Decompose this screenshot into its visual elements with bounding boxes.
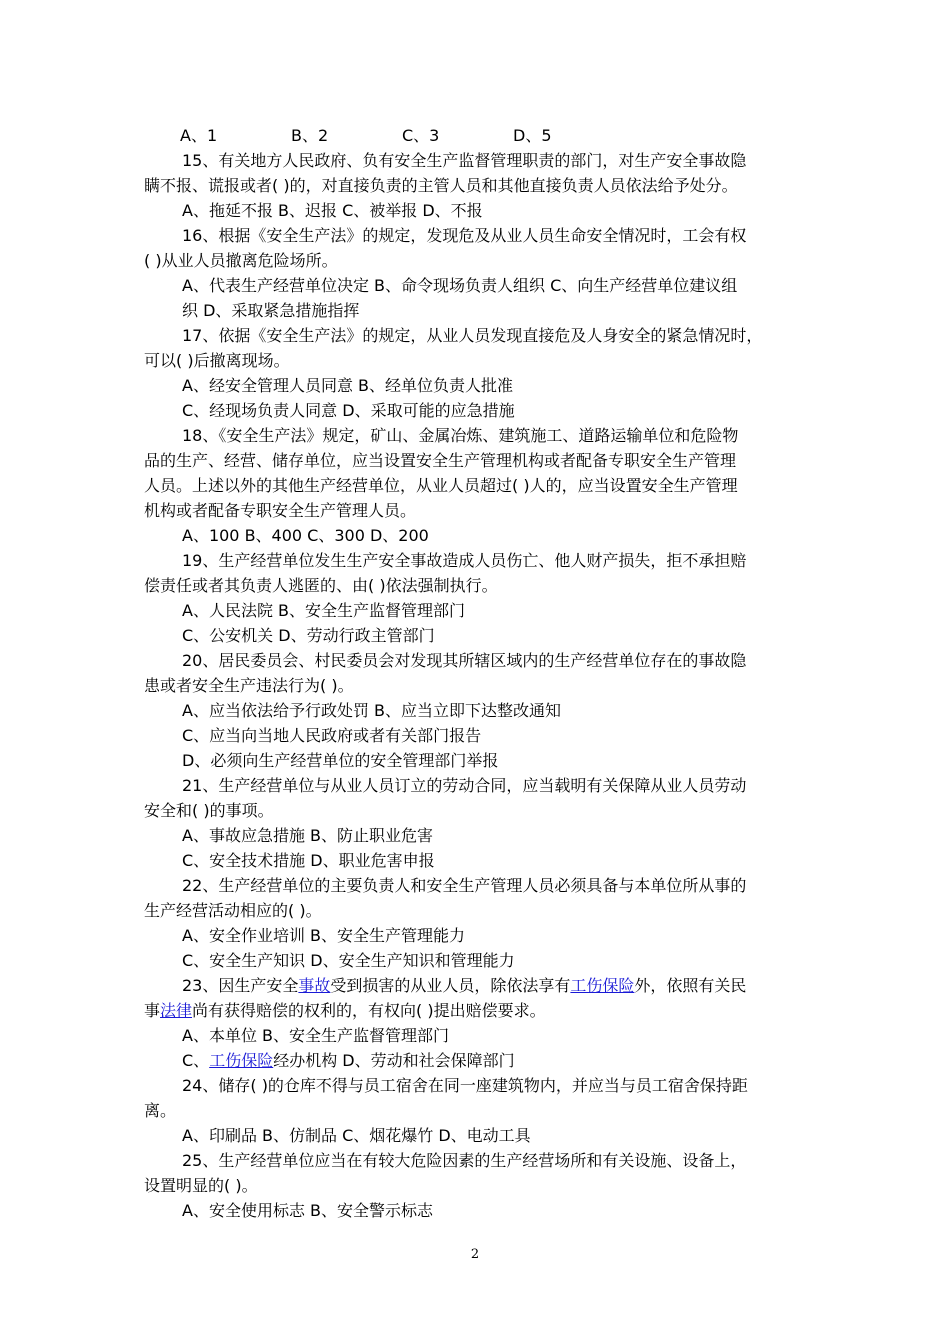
question-25-stem: 25、生产经营单位应当在有较大危险因素的生产经营场所和有关设施、设备上， [182, 1151, 747, 1170]
question-23-options-cd [144, 1048, 824, 1073]
question-20-stem-cont: 患或者安全生产违法行为( )。 [144, 676, 354, 695]
question-21-options-cd: C、安全技术措施 D、职业危害申报 [182, 851, 435, 870]
question-16-stem-cont: ( )从业人员撤离危险场所。 [144, 251, 338, 270]
question-23-text-b: 受到损害的从业人员，除依法享有 [330, 976, 571, 995]
question-24-stem-cont: 离。 [144, 1101, 177, 1120]
question-16-options: A、代表生产经营单位决定 B、命令现场负责人组织 C、向生产经营单位建议组 [182, 276, 738, 295]
question-22-stem-cont: 生产经营活动相应的( )。 [144, 901, 322, 920]
option-d: D、5 [513, 126, 552, 145]
question-23-stem [144, 973, 824, 998]
question-19-options-cd: C、公安机关 D、劳动行政主管部门 [182, 626, 435, 645]
options-row [144, 123, 824, 148]
question-19-stem-cont: 偿责任或者其负责人逃匿的、由( )依法强制执行。 [144, 576, 498, 595]
question-24-options: A、印刷品 B、仿制品 C、烟花爆竹 D、电动工具 [182, 1126, 531, 1145]
link-work-injury-insurance-2[interactable]: 工伤保险 [209, 1051, 274, 1070]
link-accident[interactable]: 事故 [298, 976, 331, 995]
question-20-option-d: D、必须向生产经营单位的安全管理部门举报 [182, 751, 499, 770]
question-17-stem: 17、依据《安全生产法》的规定，从业人员发现直接危及人身安全的紧急情况时， [182, 326, 763, 345]
question-15-stem: 15、有关地方人民政府、负有安全生产监督管理职责的部门，对生产安全事故隐 [182, 151, 747, 170]
question-18-stem-cont-1: 品的生产、经营、储存单位，应当设置安全生产管理机构或者配备专职安全生产管理 [144, 451, 737, 470]
question-21-stem: 21、生产经营单位与从业人员订立的劳动合同，应当载明有关保障从业人员劳动 [182, 776, 747, 795]
page-number: 2 [470, 1247, 480, 1262]
question-19-stem: 19、生产经营单位发生生产安全事故造成人员伤亡、他人财产损失，拒不承担赔 [182, 551, 747, 570]
question-23-option-c-rest: 经办机构 D、劳动和社会保障部门 [273, 1051, 515, 1070]
question-18-stem-cont-2: 人员。上述以外的其他生产经营单位，从业人员超过( )人的，应当设置安全生产管理 [144, 476, 738, 495]
question-23-options-ab: A、本单位 B、安全生产监督管理部门 [182, 1026, 450, 1045]
question-18-options: A、100 B、400 C、300 D、200 [182, 526, 429, 545]
link-work-injury-insurance[interactable]: 工伤保险 [570, 976, 635, 995]
question-25-stem-cont: 设置明显的( )。 [144, 1176, 258, 1195]
question-18-stem: 18、《安全生产法》规定，矿山、金属冶炼、建筑施工、道路运输单位和危险物 [182, 426, 739, 445]
question-16-options-cont: 织 D、采取紧急措施指挥 [182, 301, 360, 320]
question-19-options-ab: A、人民法院 B、安全生产监督管理部门 [182, 601, 466, 620]
question-23-text-e: 尚有获得赔偿的权利的，有权向( )提出赔偿要求。 [192, 1001, 546, 1020]
question-20-options-ab: A、应当依法给予行政处罚 B、应当立即下达整改通知 [182, 701, 562, 720]
question-18-stem-cont-3: 机构或者配备专职安全生产管理人员。 [144, 501, 417, 520]
question-23-text-d: 事 [144, 1001, 161, 1020]
question-list [144, 123, 824, 1223]
question-17-options-ab: A、经安全管理人员同意 B、经单位负责人批准 [182, 376, 514, 395]
question-22-options-ab: A、安全作业培训 B、安全生产管理能力 [182, 926, 466, 945]
question-23-text-a: 23、因生产安全 [182, 976, 299, 995]
question-23-option-c-prefix: C、 [182, 1051, 210, 1070]
question-17-options-cd: C、经现场负责人同意 D、采取可能的应急措施 [182, 401, 515, 420]
question-16-stem: 16、根据《安全生产法》的规定，发现危及从业人员生命安全情况时，工会有权 [182, 226, 747, 245]
question-15-options: A、拖延不报 B、迟报 C、被举报 D、不报 [182, 201, 483, 220]
question-20-stem: 20、居民委员会、村民委员会对发现其所辖区域内的生产经营单位存在的事故隐 [182, 651, 747, 670]
question-22-stem: 22、生产经营单位的主要负责人和安全生产管理人员必须具备与本单位所从事的 [182, 876, 747, 895]
question-25-options: A、安全使用标志 B、安全警示标志 [182, 1201, 434, 1220]
question-24-stem: 24、储存( )的仓库不得与员工宿舍在同一座建筑物内，并应当与员工宿舍保持距 [182, 1076, 748, 1095]
link-law[interactable]: 法律 [160, 1001, 193, 1020]
question-21-options-ab: A、事故应急措施 B、防止职业危害 [182, 826, 434, 845]
question-17-stem-cont: 可以( )后撤离现场。 [144, 351, 290, 370]
question-20-option-c: C、应当向当地人民政府或者有关部门报告 [182, 726, 482, 745]
question-21-stem-cont: 安全和( )的事项。 [144, 801, 274, 820]
question-23-text-c: 外，依照有关民 [634, 976, 747, 995]
question-15-stem-cont: 瞒不报、谎报或者( )的，对直接负责的主管人员和其他直接负责人员依法给予处分。 [144, 176, 738, 195]
question-23-stem-cont [144, 998, 824, 1023]
option-c: C、3 [402, 126, 440, 145]
option-b: B、2 [291, 126, 329, 145]
question-22-options-cd: C、安全生产知识 D、安全生产知识和管理能力 [182, 951, 515, 970]
option-a: A、1 [180, 126, 218, 145]
